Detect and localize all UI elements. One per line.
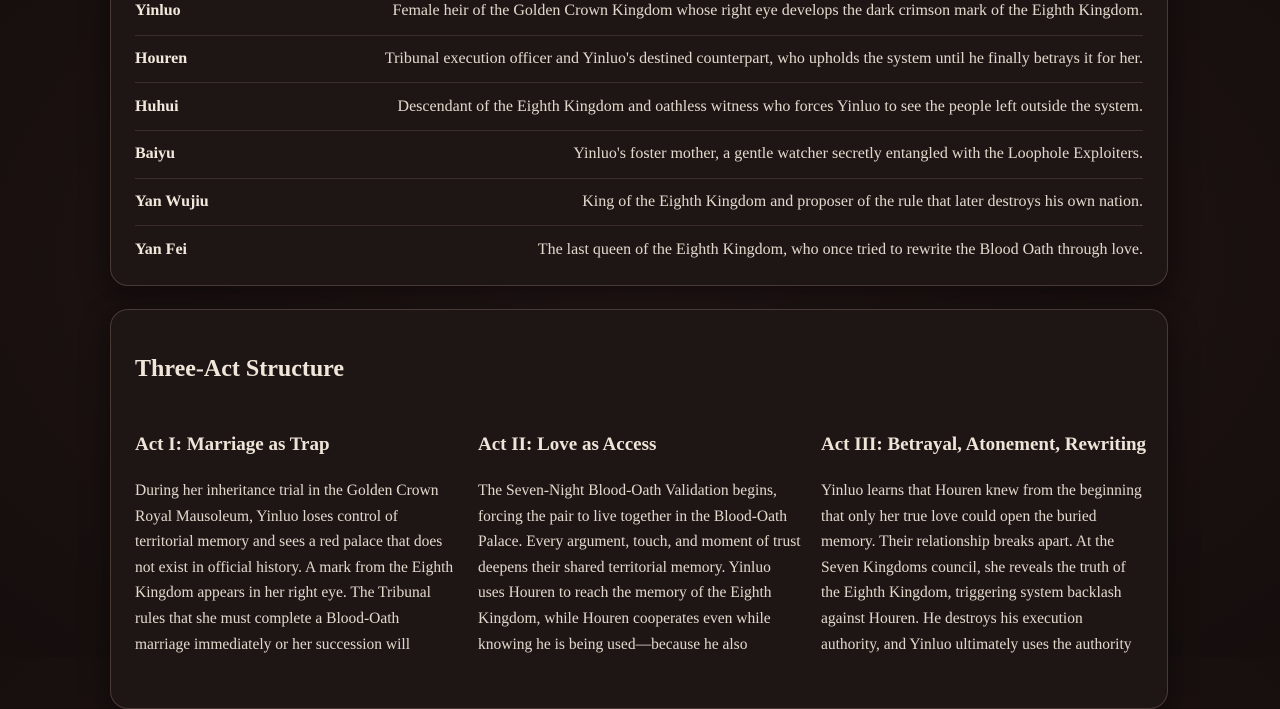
acts-grid: [135, 432, 1145, 657]
act-title: Act I: Marriage as Trap: [135, 434, 330, 455]
character-name: Yinluo: [135, 2, 181, 20]
character-row: [135, 0, 1143, 36]
character-description: Female heir of the Golden Crown Kingdom whose right eye develops the dark crimson mark of the Eighth Kingdom.: [392, 2, 1143, 20]
act-title: Act III: Betrayal, Atonement, Rewriting: [821, 434, 1147, 455]
character-description: Yinluo's foster mother, a gentle watcher secretly entangled with the Loophole Exploiters.: [573, 145, 1143, 163]
act-body: The Seven-Night Blood-Oath Validation begins, forcing the pair to live together in the Blood-Oath Palace. Every argument, touch, and moment of trust deepens their shared territorial memory. Yinluo uses Houren to reach the memory of the Eighth Kingdom, while Houren cooperates even while knowing he is being used—because he also: [478, 482, 801, 653]
character-name: Baiyu: [135, 145, 176, 163]
act-column: [821, 432, 1147, 657]
three-act-structure-card: [110, 309, 1168, 709]
section-title: Three-Act Structure: [135, 356, 345, 382]
characters-card: [110, 0, 1168, 286]
character-row: [135, 36, 1143, 84]
character-name: Yan Wujiu: [135, 193, 209, 211]
act-column: [478, 432, 801, 657]
character-list: [135, 0, 1143, 273]
act-body: Yinluo learns that Houren knew from the beginning that only her true love could open the buried memory. Their relationship breaks apart. At the Seven Kingdoms council, she reveals the truth of the Eighth Kingdom, triggering system backlash against Houren. He destroys his execution authority, and Yinluo ultimately uses the authority: [821, 482, 1142, 653]
character-description: Tribunal execution officer and Yinluo's destined counterpart, who upholds the system until he finally betrays it for her.: [384, 50, 1143, 68]
character-name: Houren: [135, 50, 188, 68]
character-description: Descendant of the Eighth Kingdom and oathless witness who forces Yinluo to see the people left outside the system.: [397, 97, 1143, 115]
character-row: [135, 226, 1143, 273]
character-row: [135, 83, 1143, 131]
character-name: Huhui: [135, 97, 179, 115]
act-body: During her inheritance trial in the Golden Crown Royal Mausoleum, Yinluo loses control of territorial memory and sees a red palace that does not exist in official history. A mark from the Eighth Kingdom appears in her right eye. The Tribunal rules that she must complete a Blood-Oath marriage immediately or her succession will: [135, 482, 454, 653]
character-name: Yan Fei: [135, 240, 187, 258]
character-description: The last queen of the Eighth Kingdom, who once tried to rewrite the Blood Oath through love.: [537, 240, 1143, 258]
character-description: King of the Eighth Kingdom and proposer of the rule that later destroys his own nation.: [582, 193, 1143, 211]
act-column: [135, 432, 458, 657]
character-row: [135, 131, 1143, 179]
act-title: Act II: Love as Access: [478, 434, 657, 455]
character-row: [135, 179, 1143, 227]
